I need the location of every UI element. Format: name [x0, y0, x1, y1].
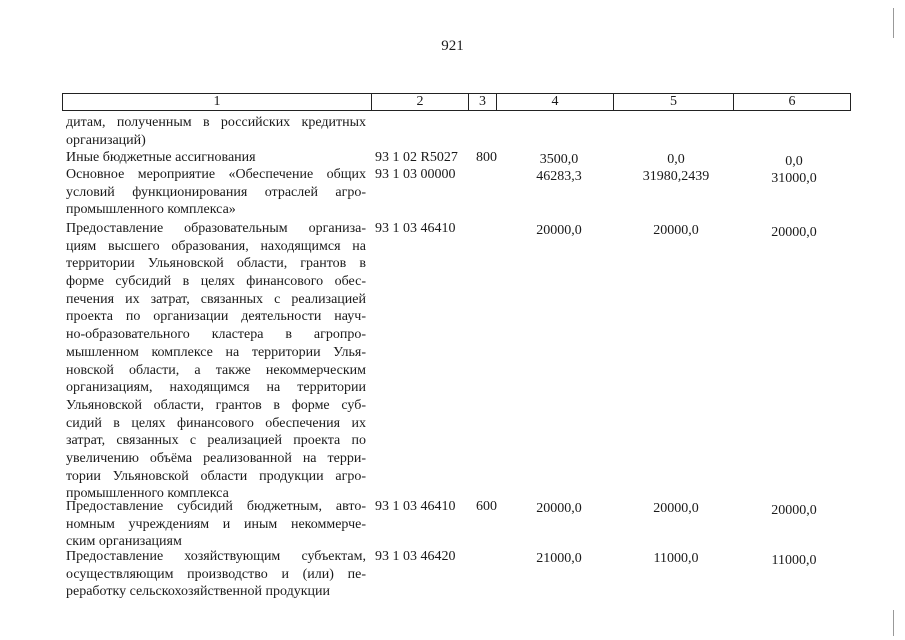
row-description-line: но-образовательного кластера в агропро- [66, 327, 366, 343]
row-description-line: проекта по организации деятельности науч- [66, 309, 366, 325]
row-expense-type: 600 [476, 499, 497, 514]
row-description-line: Ульяновской области, грантов в форме суб- [66, 397, 366, 413]
row-value-col6: 31000,0 [771, 171, 817, 186]
row-description [66, 220, 366, 503]
row-value-col4: 46283,3 [536, 169, 582, 184]
column-header-row [62, 93, 851, 111]
row-description-line: номным учреждениям и иным некоммерче- [66, 516, 366, 532]
row-description-line: реработку сельскохозяйственной продукции [66, 584, 330, 600]
row-description-line: промышленного комплекса [66, 486, 229, 502]
row-description-line: дитам, полученным в российских кредитных [66, 115, 366, 130]
row-description-line: промышленного комплекса» [66, 202, 236, 218]
row-description-line: организациям, находящимся на территории [66, 380, 366, 396]
row-description [66, 548, 366, 601]
scan-edge-mark [893, 610, 894, 636]
column-header-4: 4 [497, 94, 614, 111]
row-budget-code: 93 1 03 46410 [375, 499, 456, 514]
row-description-line: увеличению объёма реализованной на терри- [66, 450, 366, 466]
row-budget-code: 93 1 02 R5027 [375, 150, 458, 165]
row-value-col4: 20000,0 [536, 223, 582, 238]
row-description-line: условий функционирования отраслей агро- [66, 184, 366, 200]
scan-edge-mark [893, 8, 894, 38]
row-description-line: тории Ульяновской области продукции агро- [66, 468, 366, 484]
row-description-line: сидий в целях финансового обеспечения их [66, 415, 366, 431]
row-description [66, 114, 366, 149]
row-value-col4: 21000,0 [536, 551, 582, 566]
row-description-line: Предоставление образовательным организа- [66, 221, 366, 236]
row-description-line: Предоставление субсидий бюджетным, авто- [66, 499, 366, 514]
column-header-3: 3 [469, 94, 497, 111]
row-value-col6: 0,0 [785, 154, 803, 169]
row-value-col5: 31980,2439 [642, 169, 710, 184]
row-description-line: форме субсидий в целях финансового обес- [66, 274, 366, 290]
row-value-col4: 3500,0 [539, 152, 579, 167]
row-expense-type: 800 [476, 150, 497, 165]
row-value-col6: 20000,0 [771, 225, 817, 240]
row-value-col5: 11000,0 [653, 551, 699, 566]
row-description-line: мышленном комплексе на территории Улья- [66, 344, 366, 360]
row-value-col6: 11000,0 [771, 553, 817, 568]
row-description-line: ским организациям [66, 534, 182, 550]
row-description-line: организаций) [66, 132, 146, 148]
row-budget-code: 93 1 03 00000 [375, 167, 456, 182]
row-budget-code: 93 1 03 46420 [375, 549, 456, 564]
row-value-col4: 20000,0 [536, 501, 582, 516]
row-value-col5: 20000,0 [653, 223, 699, 238]
row-budget-code: 93 1 03 46410 [375, 221, 456, 236]
row-description [66, 498, 366, 551]
row-value-col6: 20000,0 [771, 503, 817, 518]
row-description-line: циям высшего образования, находящимся на [66, 238, 366, 254]
row-description-line: осуществляющим производство и (или) пе- [66, 566, 366, 582]
page-number: 921 [441, 38, 464, 54]
row-description [66, 149, 366, 167]
row-description-line: территории Ульяновской области, грантов в [66, 256, 366, 272]
row-value-col5: 0,0 [667, 152, 685, 167]
row-description-line: Основное мероприятие «Обеспечение общих [66, 167, 366, 182]
row-value-col5: 20000,0 [653, 501, 699, 516]
column-header-5: 5 [614, 94, 734, 111]
column-header-1: 1 [63, 94, 372, 111]
row-description-line: печения их затрат, связанных с реализацией [66, 291, 366, 307]
row-description-line: новской области, а также некоммерческим [66, 362, 366, 378]
column-header-2: 2 [372, 94, 469, 111]
column-header-6: 6 [734, 94, 851, 111]
row-description-line: Предоставление хозяйствующим субъектам, [66, 549, 366, 564]
row-description-line: Иные бюджетные ассигнования [66, 150, 256, 165]
row-description [66, 166, 366, 219]
row-description-line: затрат, связанных с реализацией проекта по [66, 433, 366, 449]
